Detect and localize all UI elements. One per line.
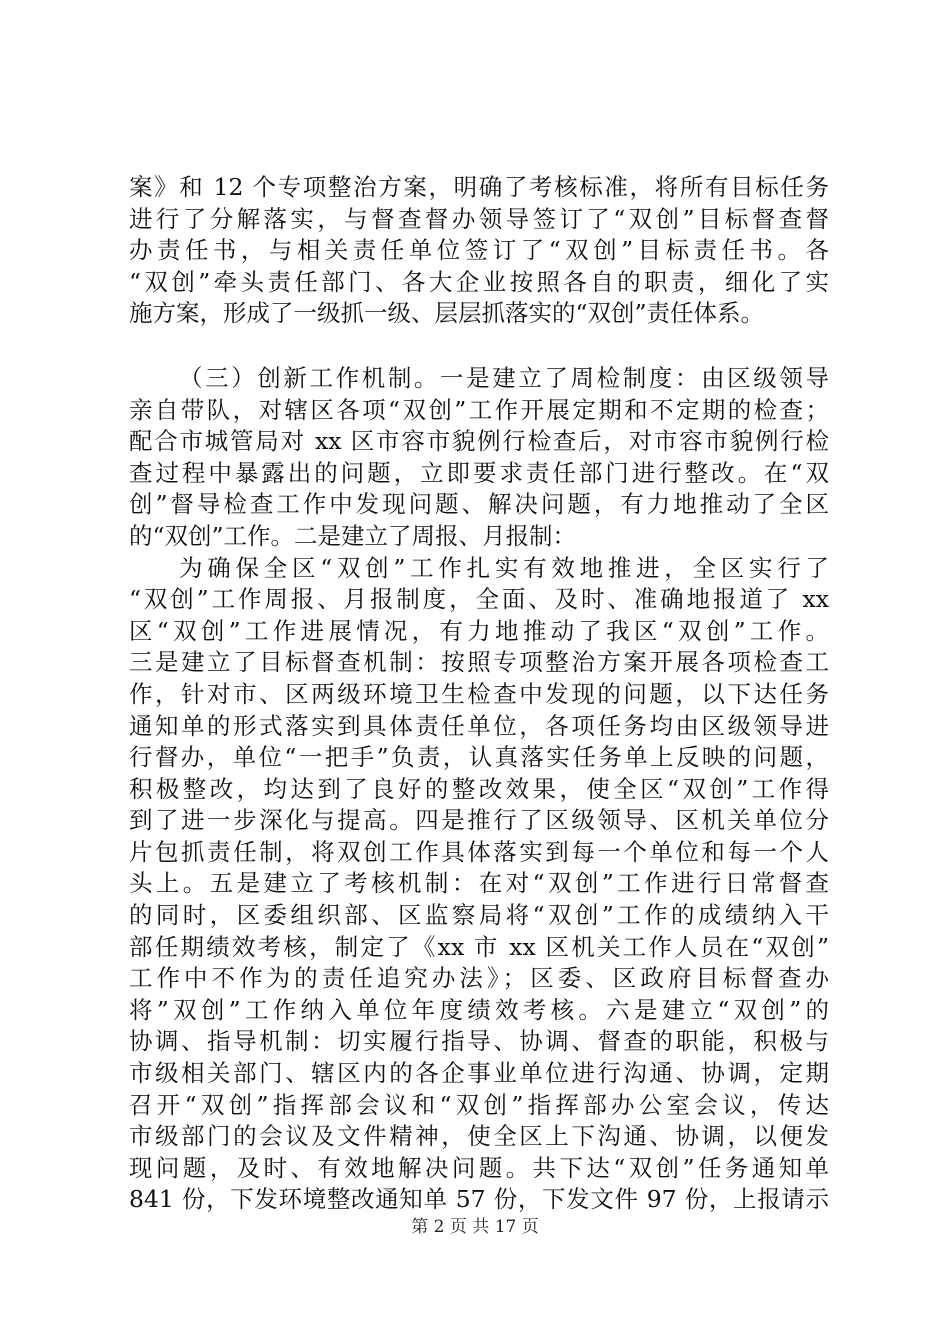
- text-line: 将”双创”工作纳入单位年度绩效考核。六是建立“双创”的: [129, 995, 829, 1024]
- text-line: 案》和 12 个专项整治方案，明确了考核标准，将所有目标任务: [129, 173, 829, 201]
- text-line: 841 份，下发环境整改通知单 57 份，下发文件 97 份，上报请示: [129, 1185, 829, 1214]
- text-line: 区“双创”工作进展情况，有力地推动了我区“双创”工作。: [129, 616, 829, 645]
- page-footer: [0, 1216, 950, 1238]
- paragraph-gap: [129, 330, 829, 363]
- text-line: 市级部门的会议及文件精神，使全区上下沟通、协调，以便发: [129, 1122, 829, 1151]
- text-line: 召开“双创”指挥部会议和“双创”指挥部办公室会议，传达: [129, 1090, 829, 1119]
- text-line: 查过程中暴露出的问题，立即要求责任部门进行整改。在“双: [129, 458, 829, 487]
- text-line: 施方案，形成了一级抓一级、层层抓落实的“双创”责任体系。: [129, 299, 765, 328]
- text-line: 作，针对市、区两级环境卫生检查中发现的问题，以下达任务: [129, 679, 829, 708]
- text-line: 进行了分解落实，与督查督办领导签订了“双创”目标督查督: [129, 204, 829, 233]
- text-line: 行督办，单位“一把手”负责，认真落实任务单上反映的问题，: [129, 743, 829, 772]
- text-line: 头上。五是建立了考核机制：在对“双创”工作进行日常督查: [129, 869, 829, 898]
- text-line: 通知单的形式落实到具体责任单位，各项任务均由区级领导进: [129, 711, 829, 740]
- paragraph-3: [129, 553, 829, 1216]
- text-line: 现问题，及时、有效地解决问题。共下达“双创”任务通知单: [129, 1153, 829, 1182]
- paragraph-2: [129, 363, 829, 553]
- page-number-label: 第 2 页 共 17 页: [411, 1217, 539, 1237]
- text-line: 的同时，区委组织部、区监察局将“双创”工作的成绩纳入干: [129, 901, 829, 930]
- text-line: 创”督导检查工作中发现问题、解决问题，有力地推动了全区: [129, 490, 829, 519]
- text-line: （三）创新工作机制。一是建立了周检制度：由区级领导: [179, 363, 829, 392]
- text-line: 的“双创”工作。二是建立了周报、月报制：: [129, 521, 577, 550]
- text-line: “双创”牵头责任部门、各大企业按照各自的职责，细化了实: [129, 267, 829, 296]
- paragraph-1: [129, 172, 829, 330]
- document-body: [129, 172, 829, 1216]
- text-line: 协调、指导机制：切实履行指导、协调、督查的职能，积极与: [129, 1027, 829, 1056]
- text-line: 工作中不作为的责任追究办法》；区委、区政府目标督查办: [129, 964, 829, 993]
- text-line: 为确保全区“双创”工作扎实有效地推进，全区实行了: [179, 553, 829, 582]
- text-line: “双创”工作周报、月报制度，全面、及时、准确地报道了 xx: [129, 585, 829, 614]
- text-line: 市级相关部门、辖区内的各企事业单位进行沟通、协调，定期: [129, 1059, 829, 1088]
- text-line: 积极整改，均达到了良好的整改效果，使全区“双创”工作得: [129, 774, 829, 803]
- text-line: 配合市城管局对 xx 区市容市貌例行检查后，对市容市貌例行检: [129, 427, 829, 456]
- text-line: 亲自带队，对辖区各项“双创”工作开展定期和不定期的检查；: [129, 395, 829, 424]
- text-line: 三是建立了目标督查机制：按照专项整治方案开展各项检查工: [129, 648, 829, 677]
- text-line: 片包抓责任制，将双创工作具体落实到每一个单位和每一个人: [129, 837, 829, 866]
- text-line: 到了进一步深化与提高。四是推行了区级领导、区机关单位分: [129, 806, 829, 835]
- text-line: 部任期绩效考核，制定了《xx 市 xx 区机关工作人员在“双创”: [129, 932, 829, 961]
- text-line: 办责任书，与相关责任单位签订了“双创”目标责任书。各: [129, 236, 829, 265]
